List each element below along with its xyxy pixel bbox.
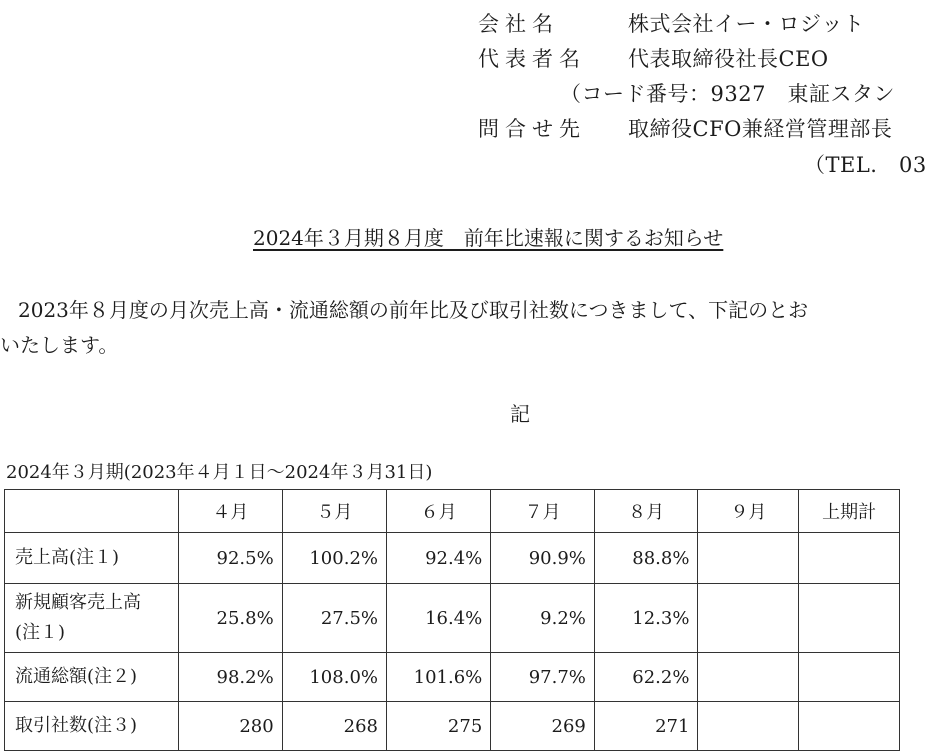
company-name-value: 株式会社イー・ロジット bbox=[628, 12, 865, 36]
header-cell-july: ７月 bbox=[491, 490, 595, 533]
header-cell-june: ６月 bbox=[387, 490, 491, 533]
value-cell bbox=[799, 584, 900, 653]
stock-code-line: （コード番号：9327 東証スタン bbox=[560, 82, 895, 106]
value-cell bbox=[799, 702, 900, 751]
value-cell bbox=[698, 702, 799, 751]
contact-label: 問合せ先 bbox=[478, 117, 586, 141]
value-cell: 92.4% bbox=[387, 533, 491, 584]
value-cell: 92.5% bbox=[179, 533, 283, 584]
row-label-line: 新規顧客売上高 bbox=[15, 592, 141, 613]
header-cell-september: ９月 bbox=[698, 490, 799, 533]
ki-heading: 記 bbox=[510, 402, 530, 426]
value-cell: 62.2% bbox=[594, 653, 698, 702]
header-cell-blank bbox=[5, 490, 179, 533]
intro-line-1: 2023年８月度の月次売上高・流通総額の前年比及び取引社数につきまして、下記のとお bbox=[18, 298, 809, 322]
representative-value: 代表取締役社長CEO bbox=[628, 47, 829, 71]
table-header-row bbox=[5, 490, 900, 533]
row-label: 売上高(注１) bbox=[5, 533, 179, 584]
value-cell: 271 bbox=[594, 702, 698, 751]
value-cell bbox=[799, 533, 900, 584]
value-cell: 25.8% bbox=[179, 584, 283, 653]
row-label: 取引社数(注３) bbox=[5, 702, 179, 751]
document-title: 2024年３月期８月度 前年比速報に関するお知らせ bbox=[253, 226, 724, 250]
intro-line-2: いたします。 bbox=[0, 333, 119, 357]
header-cell-first-half-total: 上期計 bbox=[799, 490, 900, 533]
header-cell-august: ８月 bbox=[594, 490, 698, 533]
header-cell-april: ４月 bbox=[179, 490, 283, 533]
contact-value: 取締役CFO兼経営管理部長 bbox=[628, 117, 893, 141]
representative-label: 代表者名 bbox=[478, 47, 586, 71]
table-row-sales bbox=[5, 533, 900, 584]
table-row-gross-merchandise bbox=[5, 653, 900, 702]
value-cell: 27.5% bbox=[282, 584, 386, 653]
row-label-line: (注１) bbox=[15, 622, 66, 643]
company-name-label: 会社名 bbox=[478, 12, 559, 36]
value-cell: 101.6% bbox=[387, 653, 491, 702]
value-cell: 97.7% bbox=[491, 653, 595, 702]
value-cell: 268 bbox=[282, 702, 386, 751]
value-cell bbox=[698, 653, 799, 702]
value-cell: 108.0% bbox=[282, 653, 386, 702]
value-cell: 275 bbox=[387, 702, 491, 751]
table-row-new-customer-sales bbox=[5, 584, 900, 653]
value-cell: 280 bbox=[179, 702, 283, 751]
value-cell: 9.2% bbox=[491, 584, 595, 653]
value-cell: 98.2% bbox=[179, 653, 283, 702]
value-cell: 269 bbox=[491, 702, 595, 751]
value-cell: 88.8% bbox=[594, 533, 698, 584]
value-cell bbox=[698, 584, 799, 653]
value-cell: 100.2% bbox=[282, 533, 386, 584]
table-row-client-count bbox=[5, 702, 900, 751]
value-cell: 12.3% bbox=[594, 584, 698, 653]
fiscal-period: 2024年３月期(2023年４月１日～2024年３月31日) bbox=[6, 462, 433, 483]
value-cell bbox=[698, 533, 799, 584]
row-label: 流通総額(注２) bbox=[5, 653, 179, 702]
monthly-results-table bbox=[4, 489, 900, 751]
header-cell-may: ５月 bbox=[282, 490, 386, 533]
row-label bbox=[5, 584, 179, 653]
value-cell: 90.9% bbox=[491, 533, 595, 584]
tel-line: （TEL. 03 bbox=[804, 153, 927, 177]
value-cell: 16.4% bbox=[387, 584, 491, 653]
value-cell bbox=[799, 653, 900, 702]
